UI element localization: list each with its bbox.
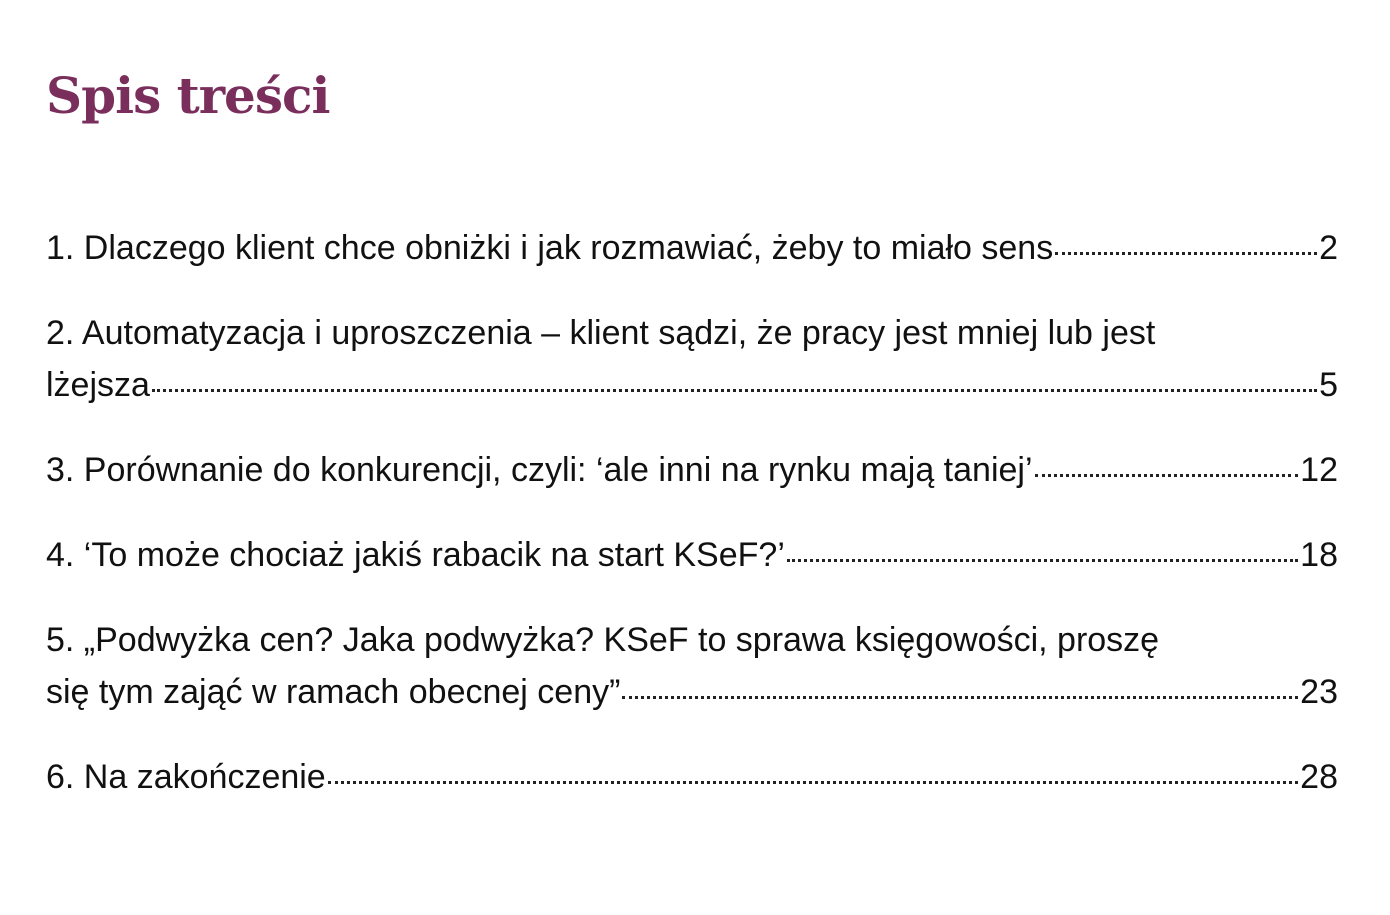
toc-entry-1[interactable]	[46, 222, 1338, 274]
toc-entry-line	[46, 444, 1338, 496]
toc-entry-3[interactable]	[46, 444, 1338, 496]
toc-title: Spis treści	[46, 66, 330, 125]
toc-page-number: 12	[1300, 451, 1338, 489]
toc-entry-text: 5. „Podwyżka cen? Jaka podwyżka? KSeF to sprawa księgowości, proszę	[46, 621, 1160, 659]
toc-entry-line	[46, 666, 1338, 718]
toc-entry-text: lżejsza	[46, 366, 150, 404]
toc-entry-2[interactable]	[46, 307, 1338, 411]
toc-entry-text: 2. Automatyzacja i uproszczenia – klient sądzi, że pracy jest mniej lub jest	[46, 314, 1156, 352]
toc-entry-line	[46, 359, 1338, 411]
dot-leader	[787, 557, 1298, 562]
toc-entry-line	[46, 529, 1338, 581]
toc-entry-text: 4. ‘To może chociaż jakiś rabacik na start KSeF?’	[46, 536, 785, 574]
toc-page-number: 5	[1319, 366, 1338, 404]
toc-list	[46, 222, 1338, 836]
toc-entry-4[interactable]	[46, 529, 1338, 581]
dot-leader	[622, 694, 1298, 699]
toc-entry-text: się tym zająć w ramach obecnej ceny”	[46, 673, 621, 711]
dot-leader	[1035, 472, 1299, 477]
dot-leader	[1055, 250, 1317, 255]
toc-entry-line	[46, 751, 1338, 803]
toc-page-number: 28	[1300, 758, 1338, 796]
dot-leader	[152, 387, 1317, 392]
toc-entry-5[interactable]	[46, 614, 1338, 718]
toc-entry-text: 1. Dlaczego klient chce obniżki i jak rozmawiać, żeby to miało sens	[46, 229, 1054, 267]
toc-entry-text: 3. Porównanie do konkurencji, czyli: ‘ale inni na rynku mają taniej’	[46, 451, 1033, 489]
toc-page-number: 18	[1300, 536, 1338, 574]
toc-page-number: 23	[1300, 673, 1338, 711]
dot-leader	[328, 779, 1298, 784]
toc-entry-line	[46, 222, 1338, 274]
toc-page-number: 2	[1319, 229, 1338, 267]
toc-entry-text: 6. Na zakończenie	[46, 758, 326, 796]
toc-entry-6[interactable]	[46, 751, 1338, 803]
